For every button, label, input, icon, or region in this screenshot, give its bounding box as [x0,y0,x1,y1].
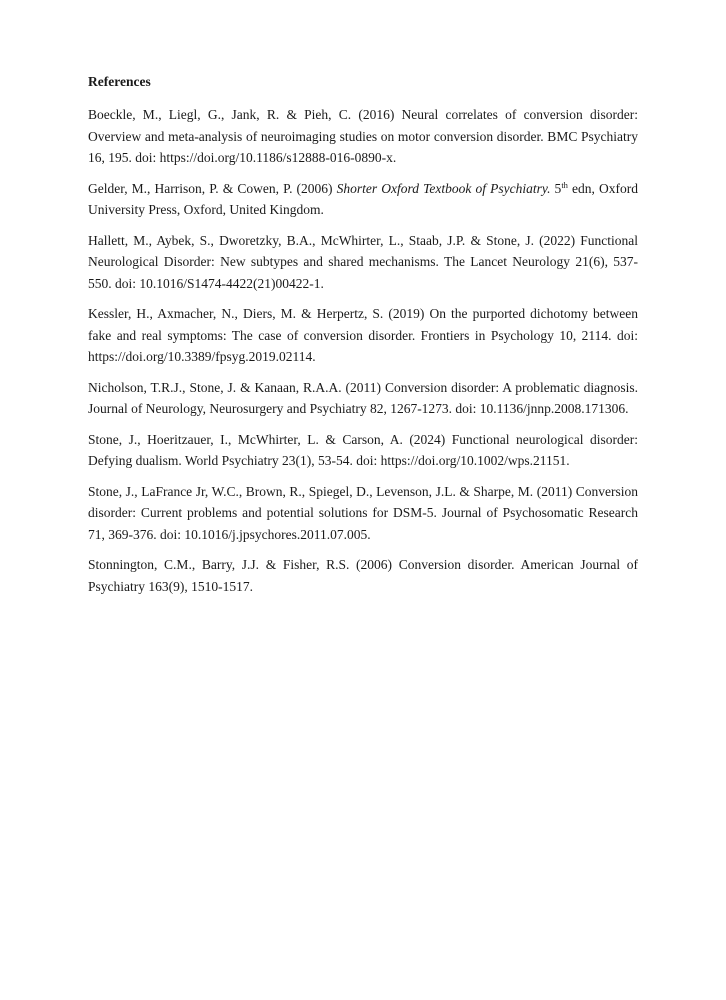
references-heading: References [88,74,151,89]
reference-book-title: Shorter Oxford Textbook of Psychiatry. [336,180,551,196]
reference-stonnington-2006: Stonnington, C.M., Barry, J.J. & Fisher, R.S. (2006) Conversion disorder. American Journal of Psychiatry 163(9), 1510-1517. [88,557,638,594]
reference-edition-suffix: th [561,179,568,190]
reference-nicholson-2011: Nicholson, T.R.J., Stone, J. & Kanaan, R.A.A. (2011) Conversion disorder: A problematic diagnosis. Journal of Neurology, Neurosurgery and Psychiatry 82, 1267-1273. doi: 10.1136/jnnp.2008.171306. [88,379,638,416]
reference-boeckle-2016: Boeckle, M., Liegl, G., Jank, R. & Pieh, C. (2016) Neural correlates of conversion disorder: Overview and meta-analysis of neuroimaging studies on motor conversion disorder. BMC Psychiatry 16, 195. doi: https://doi.org/10.1186/s12888-016-0890-x. [88,107,638,165]
reference-edition-number: 5 [550,180,562,196]
reference-stone-2011: Stone, J., LaFrance Jr, W.C., Brown, R., Spiegel, D., Levenson, J.L. & Sharpe, M. (2011) Conversion disorder: Current problems and potential solutions for DSM-5. Journal of Psychosomatic Research 71, 369-376. doi: 10.1016/j.jpsychores.2011.07.005. [88,483,638,542]
reference-authors: Gelder, M., Harrison, P. & Cowen, P. (2006) [88,180,337,196]
reference-gelder-2006 [88,178,638,221]
document-page [88,72,638,606]
reference-hallett-2022: Hallett, M., Aybek, S., Dworetzky, B.A., McWhirter, L., Staab, J.P. & Stone, J. (2022) Functional Neurological Disorder: New subtypes and shared mechanisms. The Lancet Neurology 21(6), 537-550. doi: 10.1016/S1474-4422(21)00422-1. [88,232,638,291]
reference-publisher: edn, Oxford University Press, Oxford, United Kingdom. [88,180,639,217]
reference-stone-2024: Stone, J., Hoeritzauer, I., McWhirter, L. & Carson, A. (2024) Functional neurological disorder: Defying dualism. World Psychiatry 23(1), 53-54. doi: https://doi.org/10.1002/wps.21151. [88,431,638,468]
reference-kessler-2019: Kessler, H., Axmacher, N., Diers, M. & Herpertz, S. (2019) On the purported dichotomy between fake and real symptoms: The case of conversion disorder. Frontiers in Psychology 10, 2114. doi: https://doi.org/10.3389/fpsyg.2019.02114. [88,306,638,364]
